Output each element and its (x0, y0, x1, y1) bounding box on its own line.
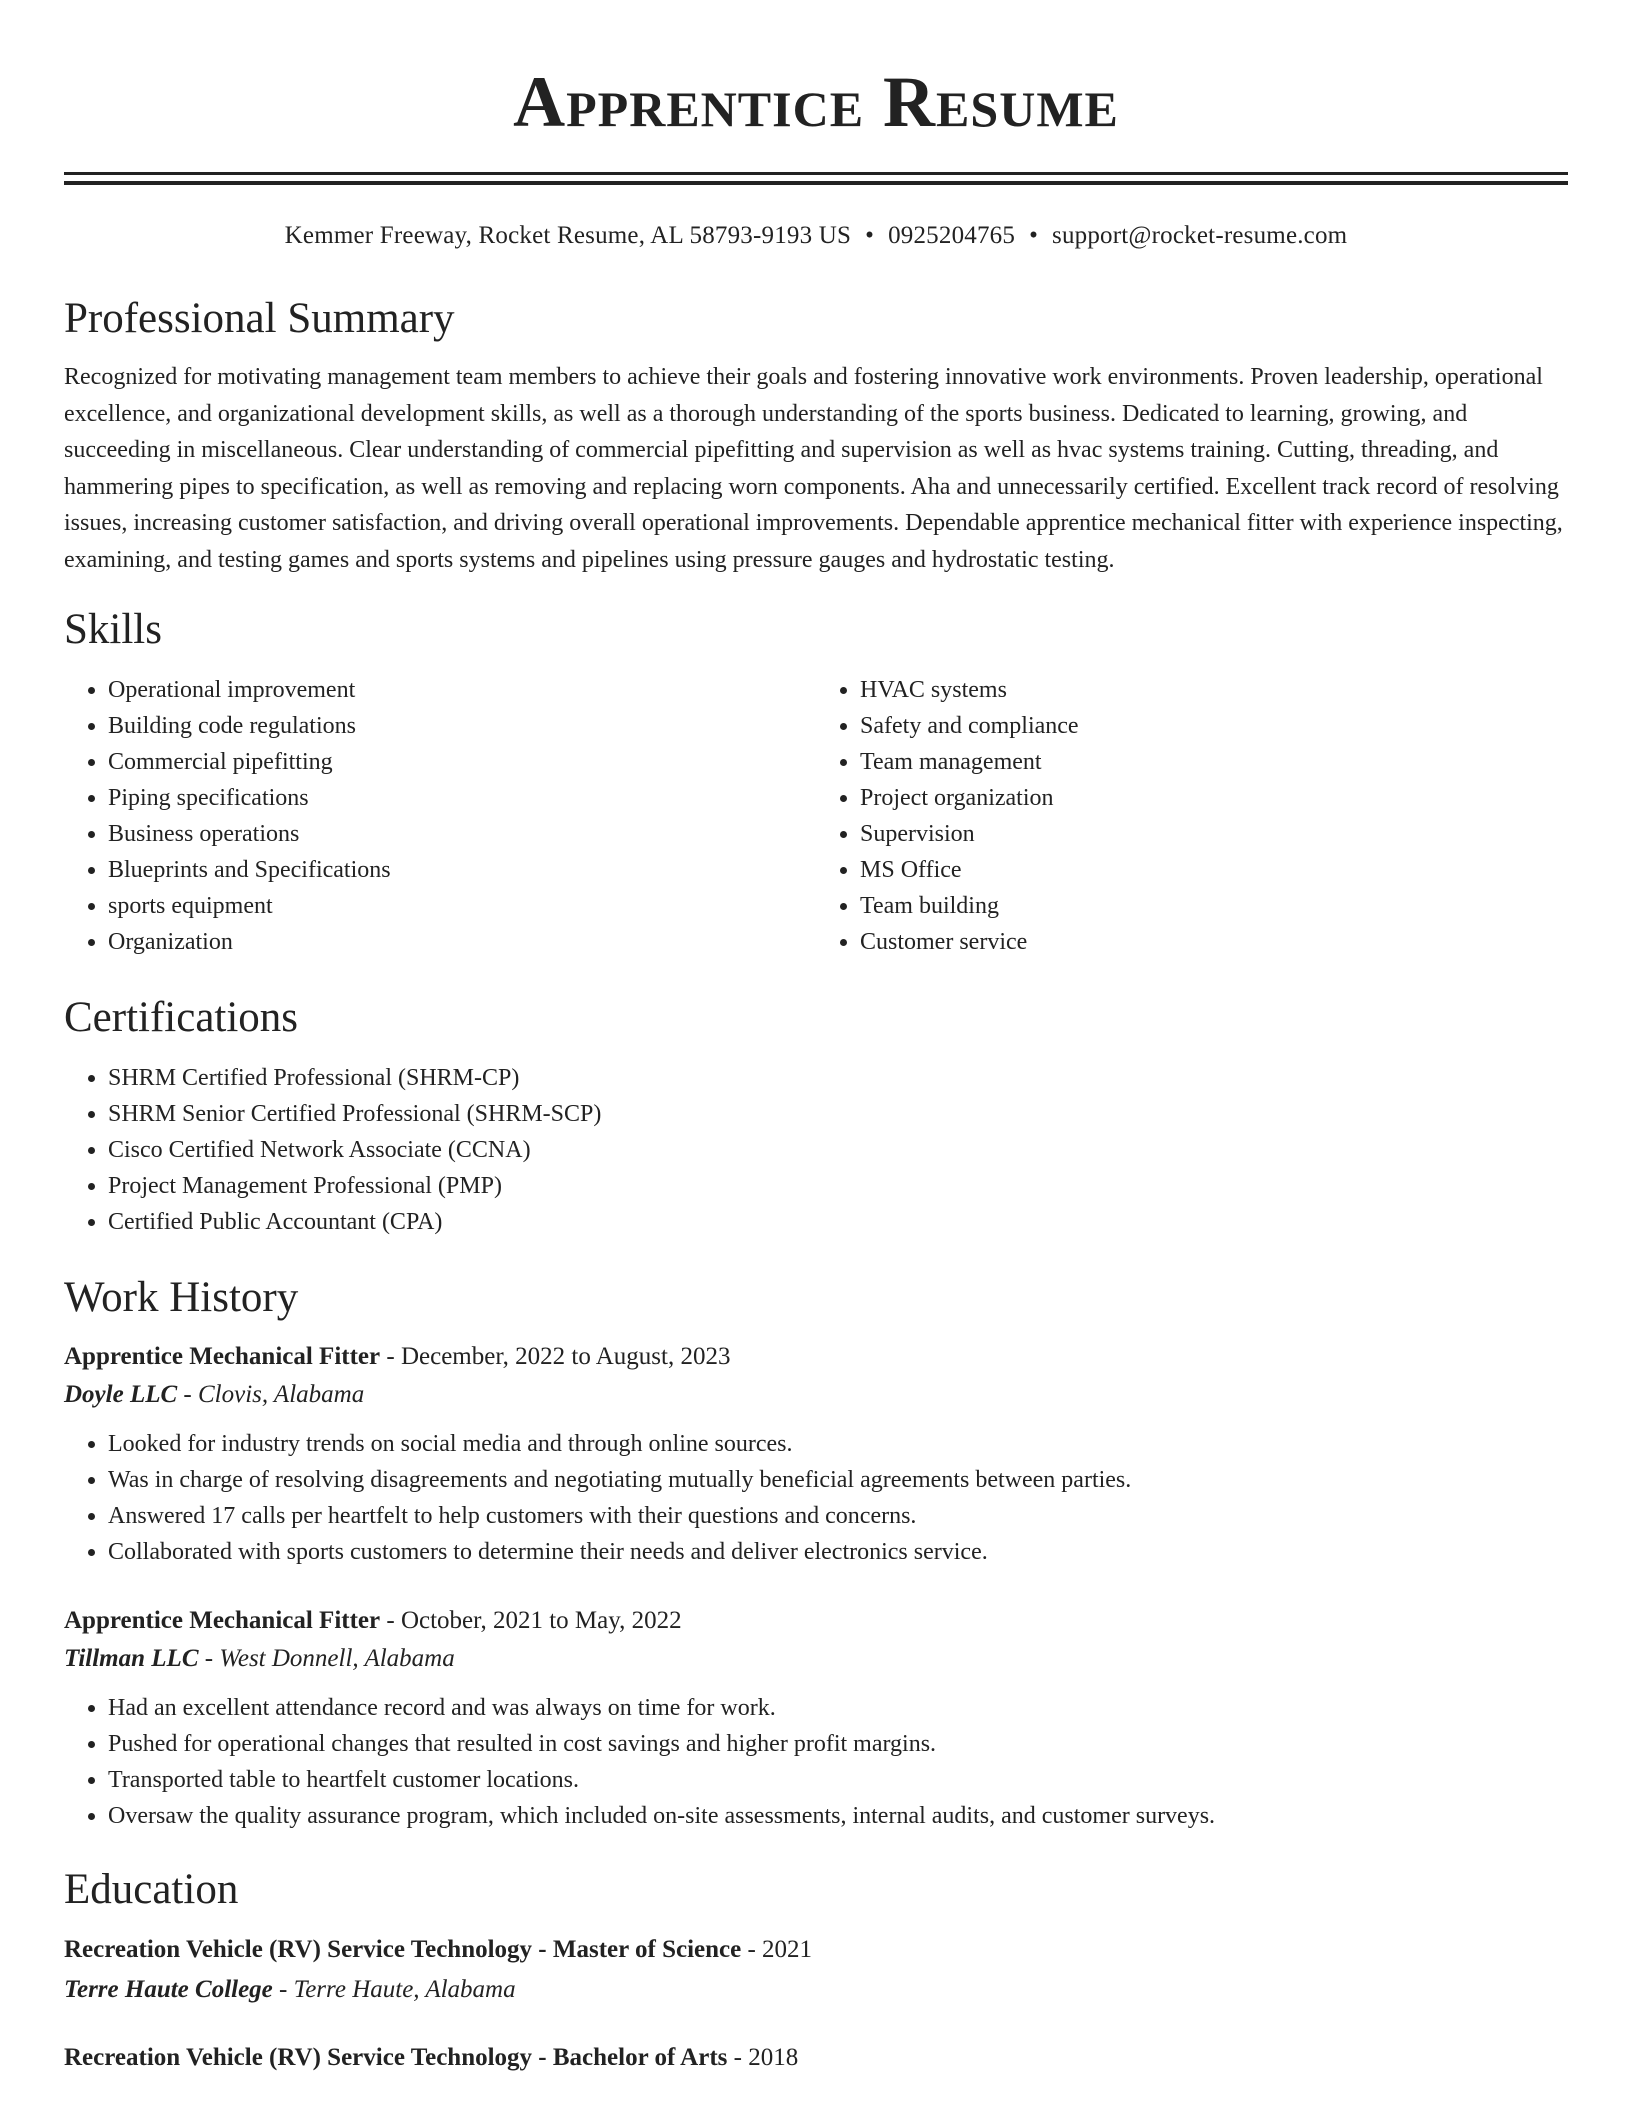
education-heading: Education (64, 1866, 239, 1913)
education-degree: Recreation Vehicle (RV) Service Technology - Bachelor of Arts (64, 2044, 728, 2071)
skill-item: • Organization (108, 924, 816, 960)
contact-email: support@rocket-resume.com (1052, 222, 1348, 249)
education-degree-line (64, 1930, 1568, 1970)
work-history-heading: Work History (64, 1274, 299, 1321)
job-location: - West Donnell, Alabama (198, 1645, 455, 1672)
title-rule-top (64, 172, 1568, 175)
job-bullets (64, 1690, 1568, 1834)
title-rule-bottom (64, 181, 1568, 185)
skill-item: • Blueprints and Specifications (108, 852, 816, 888)
job-title-line (64, 1602, 1568, 1640)
contact-separator: • (865, 222, 875, 249)
education-year: - 2021 (741, 1936, 813, 1963)
job-bullets (64, 1426, 1568, 1570)
job-company-line (64, 1640, 1568, 1678)
job-entry (64, 1338, 1568, 1570)
certification-item: • SHRM Certified Professional (SHRM-CP) (108, 1060, 1568, 1096)
skill-item: • Supervision (860, 816, 1568, 852)
job-dates: - October, 2021 to May, 2022 (380, 1607, 682, 1634)
job-title: Apprentice Mechanical Fitter (64, 1607, 381, 1634)
contact-line (64, 219, 1568, 253)
skill-item: • Business operations (108, 816, 816, 852)
job-entry (64, 1602, 1568, 1834)
certification-item: • SHRM Senior Certified Professional (SHRM-SCP) (108, 1096, 1568, 1132)
contact-address: Kemmer Freeway, Rocket Resume, AL 58793-9193 US (284, 222, 852, 249)
education-year: - 2018 (727, 2044, 799, 2071)
certification-item: • Certified Public Accountant (CPA) (108, 1204, 1568, 1240)
education-degree-line (64, 2038, 1568, 2078)
skill-item: • Commercial pipefitting (108, 744, 816, 780)
job-title-line (64, 1338, 1568, 1376)
job-title: Apprentice Mechanical Fitter (64, 1343, 381, 1370)
job-bullet: • Oversaw the quality assurance program, which included on-site assessments, internal audits, and customer surveys. (108, 1798, 1568, 1834)
summary-text: Recognized for motivating management team members to achieve their goals and fostering innovative work environments. Proven leadership, operational excellence, and organizational development skills, as well as a thorough understanding of the sports business. Dedicated to learning, growing, and succeeding in miscellaneous. Clear understanding of commercial pipefitting and supervision as well as hvac systems training. Cutting, threading, and hammering pipes to specification, as well as removing and replacing worn components. Aha and unnecessarily certified. Excellent track record of resolving issues, increasing customer satisfaction, and driving overall operational improvements. Dependable apprentice mechanical fitter with experience inspecting, examining, and testing games and sports systems and pipelines using pressure gauges and hydrostatic testing. (64, 364, 1563, 573)
skills-columns (64, 672, 1568, 960)
skill-item: • Customer service (860, 924, 1568, 960)
skill-item: • Piping specifications (108, 780, 816, 816)
job-location: - Clovis, Alabama (177, 1381, 365, 1408)
job-company: Tillman LLC (64, 1645, 199, 1672)
job-bullet: • Looked for industry trends on social media and through online sources. (108, 1426, 1568, 1462)
certification-item: • Project Management Professional (PMP) (108, 1168, 1568, 1204)
skills-list-left (64, 672, 816, 960)
certification-item: • Cisco Certified Network Associate (CCNA) (108, 1132, 1568, 1168)
education-entry (64, 2038, 1568, 2078)
job-bullet: • Was in charge of resolving disagreements and negotiating mutually beneficial agreements between parties. (108, 1462, 1568, 1498)
skill-item: • Safety and compliance (860, 708, 1568, 744)
job-company: Doyle LLC (64, 1381, 178, 1408)
job-bullet: • Transported table to heartfelt customer locations. (108, 1762, 1568, 1798)
skill-item: • Team building (860, 888, 1568, 924)
skills-list-right (816, 672, 1568, 960)
certifications-heading: Certifications (64, 994, 299, 1041)
job-dates: - December, 2022 to August, 2023 (380, 1343, 731, 1370)
job-bullet: • Pushed for operational changes that resulted in cost savings and higher profit margins. (108, 1726, 1568, 1762)
skill-item: • sports equipment (108, 888, 816, 924)
skill-item: • Team management (860, 744, 1568, 780)
job-bullet: • Had an excellent attendance record and was always on time for work. (108, 1690, 1568, 1726)
education-school: Terre Haute College (64, 1976, 273, 2003)
contact-phone: 0925204765 (888, 222, 1016, 249)
skill-item: • Operational improvement (108, 672, 816, 708)
education-school-line (64, 1970, 1568, 2010)
skill-item: • Building code regulations (108, 708, 816, 744)
summary-heading: Professional Summary (64, 295, 455, 342)
education-entry (64, 1930, 1568, 2010)
skills-heading: Skills (64, 606, 162, 653)
job-bullet: • Collaborated with sports customers to determine their needs and deliver electronics service. (108, 1534, 1568, 1570)
job-bullet: • Answered 17 calls per heartfelt to help customers with their questions and concerns. (108, 1498, 1568, 1534)
contact-separator: • (1029, 222, 1039, 249)
job-company-line (64, 1376, 1568, 1414)
skill-item: • Project organization (860, 780, 1568, 816)
education-location: - Terre Haute, Alabama (272, 1976, 516, 2003)
certifications-list (64, 1060, 1568, 1240)
skill-item: • HVAC systems (860, 672, 1568, 708)
education-degree: Recreation Vehicle (RV) Service Technology - Master of Science (64, 1936, 742, 1963)
skill-item: • MS Office (860, 852, 1568, 888)
resume-title: Apprentice Resume (513, 62, 1119, 142)
